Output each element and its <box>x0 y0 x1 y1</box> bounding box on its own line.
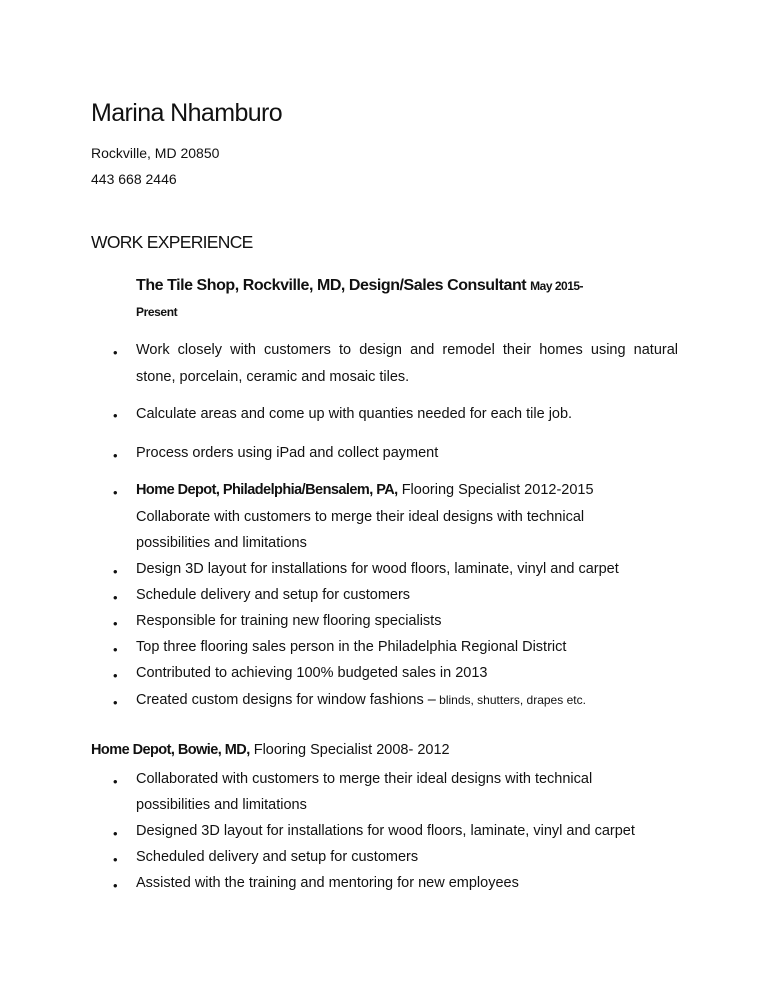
bullet-marker: • <box>113 668 118 683</box>
bullet-marker: • <box>113 695 118 710</box>
bullet-marker: • <box>113 448 118 463</box>
job2-header <box>136 482 594 498</box>
bullet-marker: • <box>113 564 118 579</box>
bullet-marker: • <box>113 485 118 500</box>
job2-bullet-6-detail: blinds, shutters, drapes etc. <box>435 693 586 707</box>
bullet-marker: • <box>113 616 118 631</box>
job1-date-end: Present <box>136 305 178 319</box>
job3-bullet-1-line-1: Collaborated with customers to merge their ideal designs with technical <box>136 771 593 787</box>
job2-bullet-1: Design 3D layout for installations for wood floors, laminate, vinyl and carpet <box>136 561 619 577</box>
job1-bullet-2: Calculate areas and come up with quanties needed for each tile job. <box>136 406 573 422</box>
job1-bullet-1-line-1: Work closely with customers to design and remodel their homes using natural <box>136 342 678 358</box>
job2-bullet-6 <box>136 692 586 708</box>
job2-bullet-3: Responsible for training new flooring specialists <box>136 613 442 629</box>
job3-employer: Home Depot, Bowie, MD, <box>91 742 250 758</box>
job2-bullet-5: Contributed to achieving 100% budgeted sales in 2013 <box>136 665 488 681</box>
job3-bullet-2: Designed 3D layout for installations for wood floors, laminate, vinyl and carpet <box>136 823 635 839</box>
section-heading-work-experience: WORK EXPERIENCE <box>91 232 253 252</box>
job3-role: Flooring Specialist 2008- 2012 <box>253 742 450 758</box>
job2-bullet-2: Schedule delivery and setup for customers <box>136 587 411 603</box>
job2-line-2: possibilities and limitations <box>136 535 307 551</box>
bullet-marker: • <box>113 852 118 867</box>
job2-bullet-6-dash: – <box>423 692 436 708</box>
job2-line-1: Collaborate with customers to merge their ideal designs with technical <box>136 509 585 525</box>
job3-header <box>91 742 450 758</box>
job2-role: Flooring Specialist 2012-2015 <box>401 482 594 498</box>
bullet-marker: • <box>113 642 118 657</box>
job3-bullet-1-line-2: possibilities and limitations <box>136 797 307 813</box>
job3-bullet-3: Scheduled delivery and setup for customers <box>136 849 419 865</box>
job1-title-line <box>136 277 583 295</box>
job2-bullet-4: Top three flooring sales person in the Philadelphia Regional District <box>136 639 567 655</box>
bullet-marker: • <box>113 590 118 605</box>
job1-title: The Tile Shop, Rockville, MD, Design/Sales Consultant <box>136 277 527 294</box>
job1-bullet-1-line-2: stone, porcelain, ceramic and mosaic tiles. <box>136 369 410 385</box>
bullet-marker: • <box>113 345 118 360</box>
job2-bullet-6-main: Created custom designs for window fashions <box>136 692 424 708</box>
bullet-marker: • <box>113 408 118 423</box>
bullet-marker: • <box>113 878 118 893</box>
phone: 443 668 2446 <box>91 171 177 187</box>
job1-date-start: May 2015- <box>530 279 584 293</box>
bullet-marker: • <box>113 826 118 841</box>
candidate-name: Marina Nhamburo <box>91 99 283 127</box>
job3-bullet-4: Assisted with the training and mentoring for new employees <box>136 875 519 891</box>
bullet-marker: • <box>113 774 118 789</box>
address: Rockville, MD 20850 <box>91 145 220 161</box>
job1-bullet-3: Process orders using iPad and collect payment <box>136 445 439 461</box>
job2-employer: Home Depot, Philadelphia/Bensalem, PA, <box>136 482 398 498</box>
